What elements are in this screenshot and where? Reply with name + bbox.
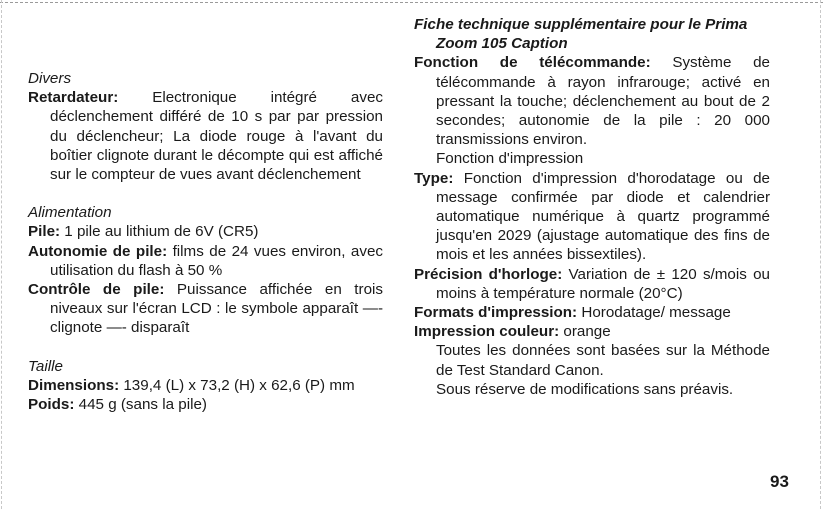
spec-value: orange xyxy=(559,323,611,341)
subheading-fonction-impression: Fonction d'impression xyxy=(436,150,584,168)
top-dashed-rule xyxy=(0,2,823,3)
spec-value: films de 24 vues environ, avec utilisation du flash à 50 % xyxy=(50,242,383,279)
spec-label: Fonction de télécommande: xyxy=(414,54,651,72)
spec-label: Poids: xyxy=(28,396,75,414)
spec-label: Type: xyxy=(414,169,454,187)
spec-label: Retardateur: xyxy=(28,89,119,107)
spec-label: Autonomie de pile: xyxy=(28,242,168,260)
spec-value: 445 g (sans la pile) xyxy=(74,396,207,414)
section-title-alimentation: Alimentation xyxy=(28,204,112,222)
spec-telecommande xyxy=(414,53,770,149)
right-column xyxy=(414,15,770,399)
spec-value: Système de télécommande à rayon infrarouge; activé en pressant la touche; déclenchement au bout de 2 secondes; autonomie de la pile : 20 000 transmissions environ. xyxy=(436,54,770,149)
left-page-edge xyxy=(1,0,2,509)
spec-controle xyxy=(28,280,383,338)
spec-value: Horodatage/ message xyxy=(577,304,731,322)
spec-couleur xyxy=(414,322,770,341)
spec-value: Puissance affichée en trois niveaux sur l'écran LCD : le symbole apparaît —- clignote —- disparaît xyxy=(50,281,383,337)
note-donnees: Toutes les données sont basées sur la Méthode de Test Standard Canon. xyxy=(436,342,770,379)
spec-value: 1 pile au lithium de 6V (CR5) xyxy=(60,223,259,241)
spec-formats xyxy=(414,303,770,322)
spec-dimensions xyxy=(28,376,383,395)
spec-label: Contrôle de pile: xyxy=(28,281,165,299)
spec-label: Précision d'horloge: xyxy=(414,265,563,283)
spec-label: Formats d'impression: xyxy=(414,304,578,322)
spec-retardateur xyxy=(28,88,383,184)
spec-autonomie xyxy=(28,242,383,280)
spec-value: Variation de ± 120 s/mois ou moins à température normale (20°C) xyxy=(436,265,770,302)
spec-pile xyxy=(28,222,383,241)
left-column xyxy=(28,69,383,414)
spec-precision xyxy=(414,265,770,303)
spec-label: Pile: xyxy=(28,223,61,241)
spec-poids xyxy=(28,395,383,414)
spec-type xyxy=(414,169,770,265)
section-title-taille: Taille xyxy=(28,357,63,375)
page-number: 93 xyxy=(770,472,789,491)
spec-label: Dimensions: xyxy=(28,376,120,394)
spec-value: 139,4 (L) x 73,2 (H) x 62,6 (P) mm xyxy=(119,376,355,394)
right-page-edge xyxy=(820,0,821,509)
section-title-divers: Divers xyxy=(28,70,72,87)
spec-label: Impression couleur: xyxy=(414,323,560,341)
supplementary-heading: Fiche technique supplémentaire pour le Prima Zoom 105 Caption xyxy=(414,16,748,53)
spec-value: Fonction d'impression d'horodatage ou de message confirmée par diode et calendrier automatique numérique à quartz programmé jusqu'en 2029 (ajustage automatique des fins de mois et les années bissextiles). xyxy=(436,169,770,264)
spec-value: Electronique intégré avec déclenchement différé de 10 s par par pression du déclencheur; La diode rouge à l'avant du boîtier clignote durant le décompte qui est affiché sur le compteur de vues avant déclenchement xyxy=(50,89,383,184)
note-reserve: Sous réserve de modifications sans préavis. xyxy=(436,380,734,398)
